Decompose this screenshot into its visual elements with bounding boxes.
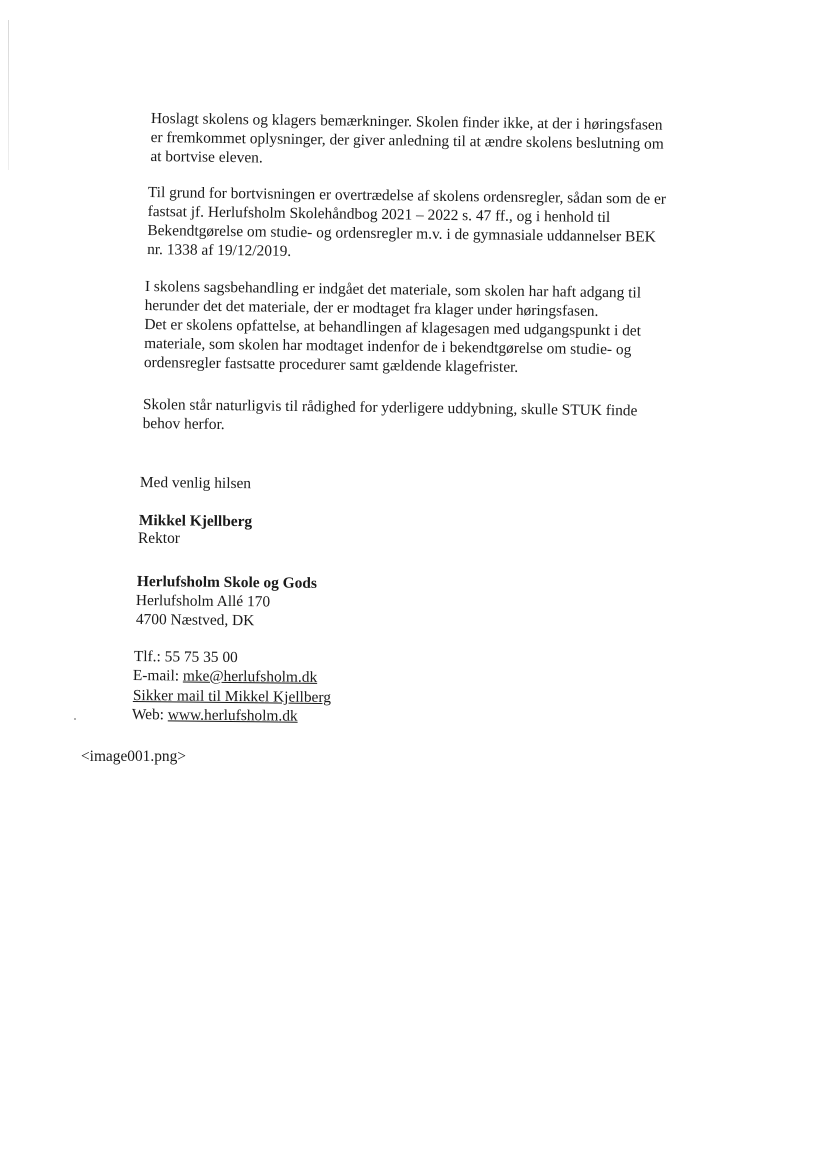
paragraph-case-processing [144,277,642,378]
email-link[interactable]: mke@herlufsholm.dk [182,667,318,686]
organization-address: Herlufsholm Allé 170 [135,591,271,611]
text-line: materiale, som skolen har modtaget indenfor de i bekendtgørelse om studie- og [144,334,632,359]
text-line: er fremkommet oplysninger, der giver anledning til at ændre skolens beslutning om [150,128,664,153]
web-label: Web: [131,705,168,724]
signatory-name: Mikkel Kjellberg [138,511,253,531]
organization-name: Herlufsholm Skole og Gods [136,572,317,592]
paragraph-grounds [147,183,666,266]
paragraph-hearing [150,109,664,173]
image-placeholder: <image001.png> [81,748,186,765]
scan-edge [8,20,9,170]
text-line: Bekendtgørelse om studie- og ordensregler m.v. i de gymnasiale uddannelser BEK [147,221,656,246]
closing-greeting: Med venlig hilsen [139,473,252,493]
text-line: I skolens sagsbehandling er indgået det materiale, som skolen har haft adgang til [144,277,642,302]
text-line: fastsat jf. Herlufsholm Skolehåndbog 2021 – 2022 s. 47 ff., og i henhold til [147,202,611,227]
signatory-title: Rektor [138,530,180,547]
text-line: nr. 1338 af 19/12/2019. [147,240,292,260]
text-line: behov herfor. [142,414,225,434]
text-line: herunder det det materiale, der er modtaget fra klager under høringsfasen. [144,296,599,320]
paragraph-availability [143,395,638,439]
web-row [132,705,298,726]
text-line: Hoslagt skolens og klagers bemærkninger. Skolen finder ikke, at der i høringsfasen [150,109,663,134]
email-label: E-mail: [132,666,184,685]
text-line: at bortvise eleven. [150,147,263,167]
secure-mail-row [133,686,331,707]
text-line: ordensregler fastsatte procedurer samt gældende klagefrister. [143,353,519,376]
web-link[interactable]: www.herlufsholm.dk [167,706,298,725]
text-line: Skolen står naturligvis til rådighed for yderligere uddybning, skulle STUK finde [142,395,638,420]
text-line: Til grund for bortvisningen er overtrædelse af skolens ordensregler, sådan som de er [147,183,667,208]
text-line: Det er skolens opfattelse, at behandlingen af klagesagen med udgangspunkt i det [144,315,642,340]
email-row [133,666,318,687]
organization-city: 4700 Næstved, DK [135,610,255,630]
phone-number: Tlf.: 55 75 35 00 [133,647,238,667]
secure-mail-link[interactable]: Sikker mail til Mikkel Kjellberg [132,686,332,707]
scan-speck [74,718,76,720]
